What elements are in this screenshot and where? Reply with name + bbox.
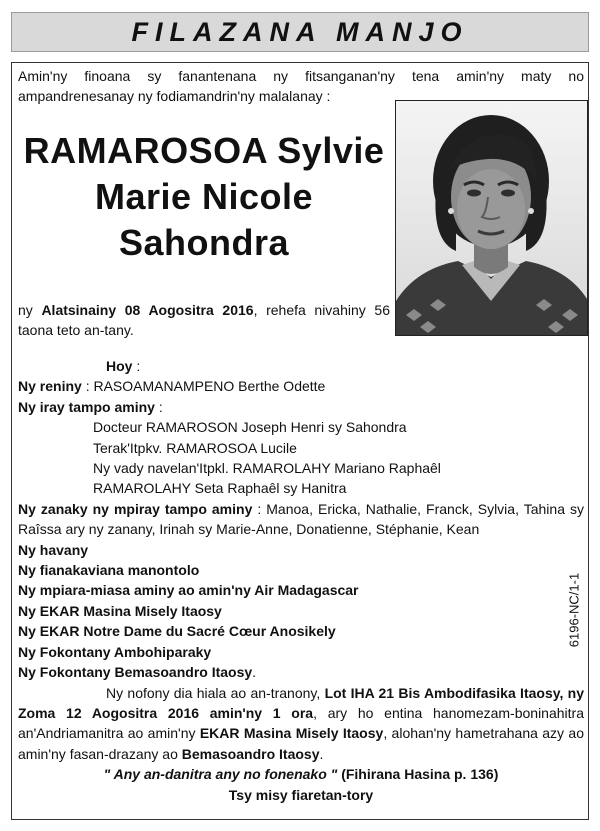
- burial-place: Bemasoandro Itaosy: [181, 745, 320, 762]
- name-line-2: Marie Nicole: [94, 176, 314, 217]
- nephews-label: Ny zanaky ny mpiray tampo aminy: [18, 500, 253, 517]
- hoy-colon: :: [132, 358, 141, 374]
- group-line: Ny havany: [18, 541, 89, 558]
- siblings-label: Ny iray tampo aminy: [18, 398, 155, 415]
- group-line: Ny Fokontany Ambohiparaky: [18, 643, 212, 660]
- siblings-colon: :: [154, 398, 163, 415]
- hoy-label: Hoy: [106, 358, 133, 374]
- last-group-label: Ny Fokontany Bemasoandro Itaosy: [18, 664, 253, 681]
- burial-paragraph: [18, 683, 584, 765]
- group-line: Ny EKAR Notre Dame du Sacré Cœur Anosikely: [18, 623, 336, 640]
- mother-line: [18, 376, 584, 396]
- burial-text-1: Ny nofony dia hiala ao an-tranony,: [106, 684, 325, 701]
- mother-name: : RASOAMANAMPENO Berthe Odette: [81, 378, 326, 395]
- burial-address-date: Lot IHA 21 Bis Ambodifasika Itaosy, ny Zoma 12 Aogositra 2016 amin'ny 1 ora: [18, 684, 584, 721]
- mother-label: Ny reniny: [18, 378, 82, 395]
- nephews-paragraph: [18, 499, 584, 540]
- group-line-last: [18, 662, 584, 682]
- notice-header: [11, 12, 589, 52]
- sibling-item: Docteur RAMAROSON Joseph Henri sy Sahondra: [93, 419, 407, 436]
- group-line: Ny fianakaviana manontolo: [18, 562, 200, 579]
- mourners-section: [18, 356, 584, 805]
- name-line-1: RAMAROSOA Sylvie: [23, 130, 385, 171]
- age-text: , rehefa nivahiny 56 taona teto an-tany.: [18, 302, 390, 338]
- notice-reference-code: 6196-NC/1-1: [566, 572, 582, 648]
- death-date-paragraph: [18, 300, 390, 340]
- group-line: Ny EKAR Masina Misely Itaosy: [18, 602, 222, 619]
- siblings-heading: [18, 397, 584, 417]
- portrait-illustration: [396, 101, 587, 335]
- deceased-name: [20, 128, 388, 266]
- nephews-names: : Manoa, Ericka, Nathalie, Franck, Sylvia, Tahina sy Raîssa ary ny zanany, Irinah sy Marie-Anne, Donatienne, Stéphanie, Kean: [18, 500, 584, 538]
- verse-line: [18, 764, 584, 784]
- sibling-item: Terak'Itpkv. RAMAROSOA Lucile: [93, 439, 297, 456]
- group-line: Ny mpiara-miasa aminy ao amin'ny Air Madagascar: [18, 582, 359, 599]
- portrait-photo: [395, 100, 588, 336]
- burial-text-4: .: [319, 745, 324, 762]
- hoy-line: [18, 356, 584, 376]
- verse-reference: (Fihirana Hasina p. 136): [337, 766, 499, 783]
- verse-quote: " Any an-danitra any no fonenako ": [103, 766, 338, 783]
- burial-church: EKAR Masina Misely Itaosy: [199, 725, 384, 742]
- burial-text-2: , ary ho entina hanomezam-boninahitra an'Andriamanitra ao amin'ny: [18, 704, 584, 742]
- death-date: Alatsinainy 08 Aogositra 2016: [41, 302, 254, 318]
- intro-text: Amin'ny finoana sy fanantenana ny fitsanganan'ny tena amin'ny maty no ampandrenesanay ny fodiamandrin'ny malalanay :: [18, 68, 584, 104]
- sibling-item: RAMAROLAHY Seta Raphaêl sy Hanitra: [93, 480, 347, 497]
- sibling-item: Ny vady navelan'Itpkl. RAMAROLAHY Mariano Raphaêl: [93, 460, 441, 477]
- last-group-end: .: [252, 664, 257, 681]
- notice-title: FILAZANA MANJO: [131, 16, 469, 47]
- burial-text-3: , alohan'ny hametrahana azy ao amin'ny fasan-drazany ao: [18, 725, 584, 762]
- name-line-3: Sahondra: [118, 222, 290, 263]
- date-prefix: ny: [18, 302, 33, 318]
- closing-line: Tsy misy fiaretan-tory: [228, 786, 374, 803]
